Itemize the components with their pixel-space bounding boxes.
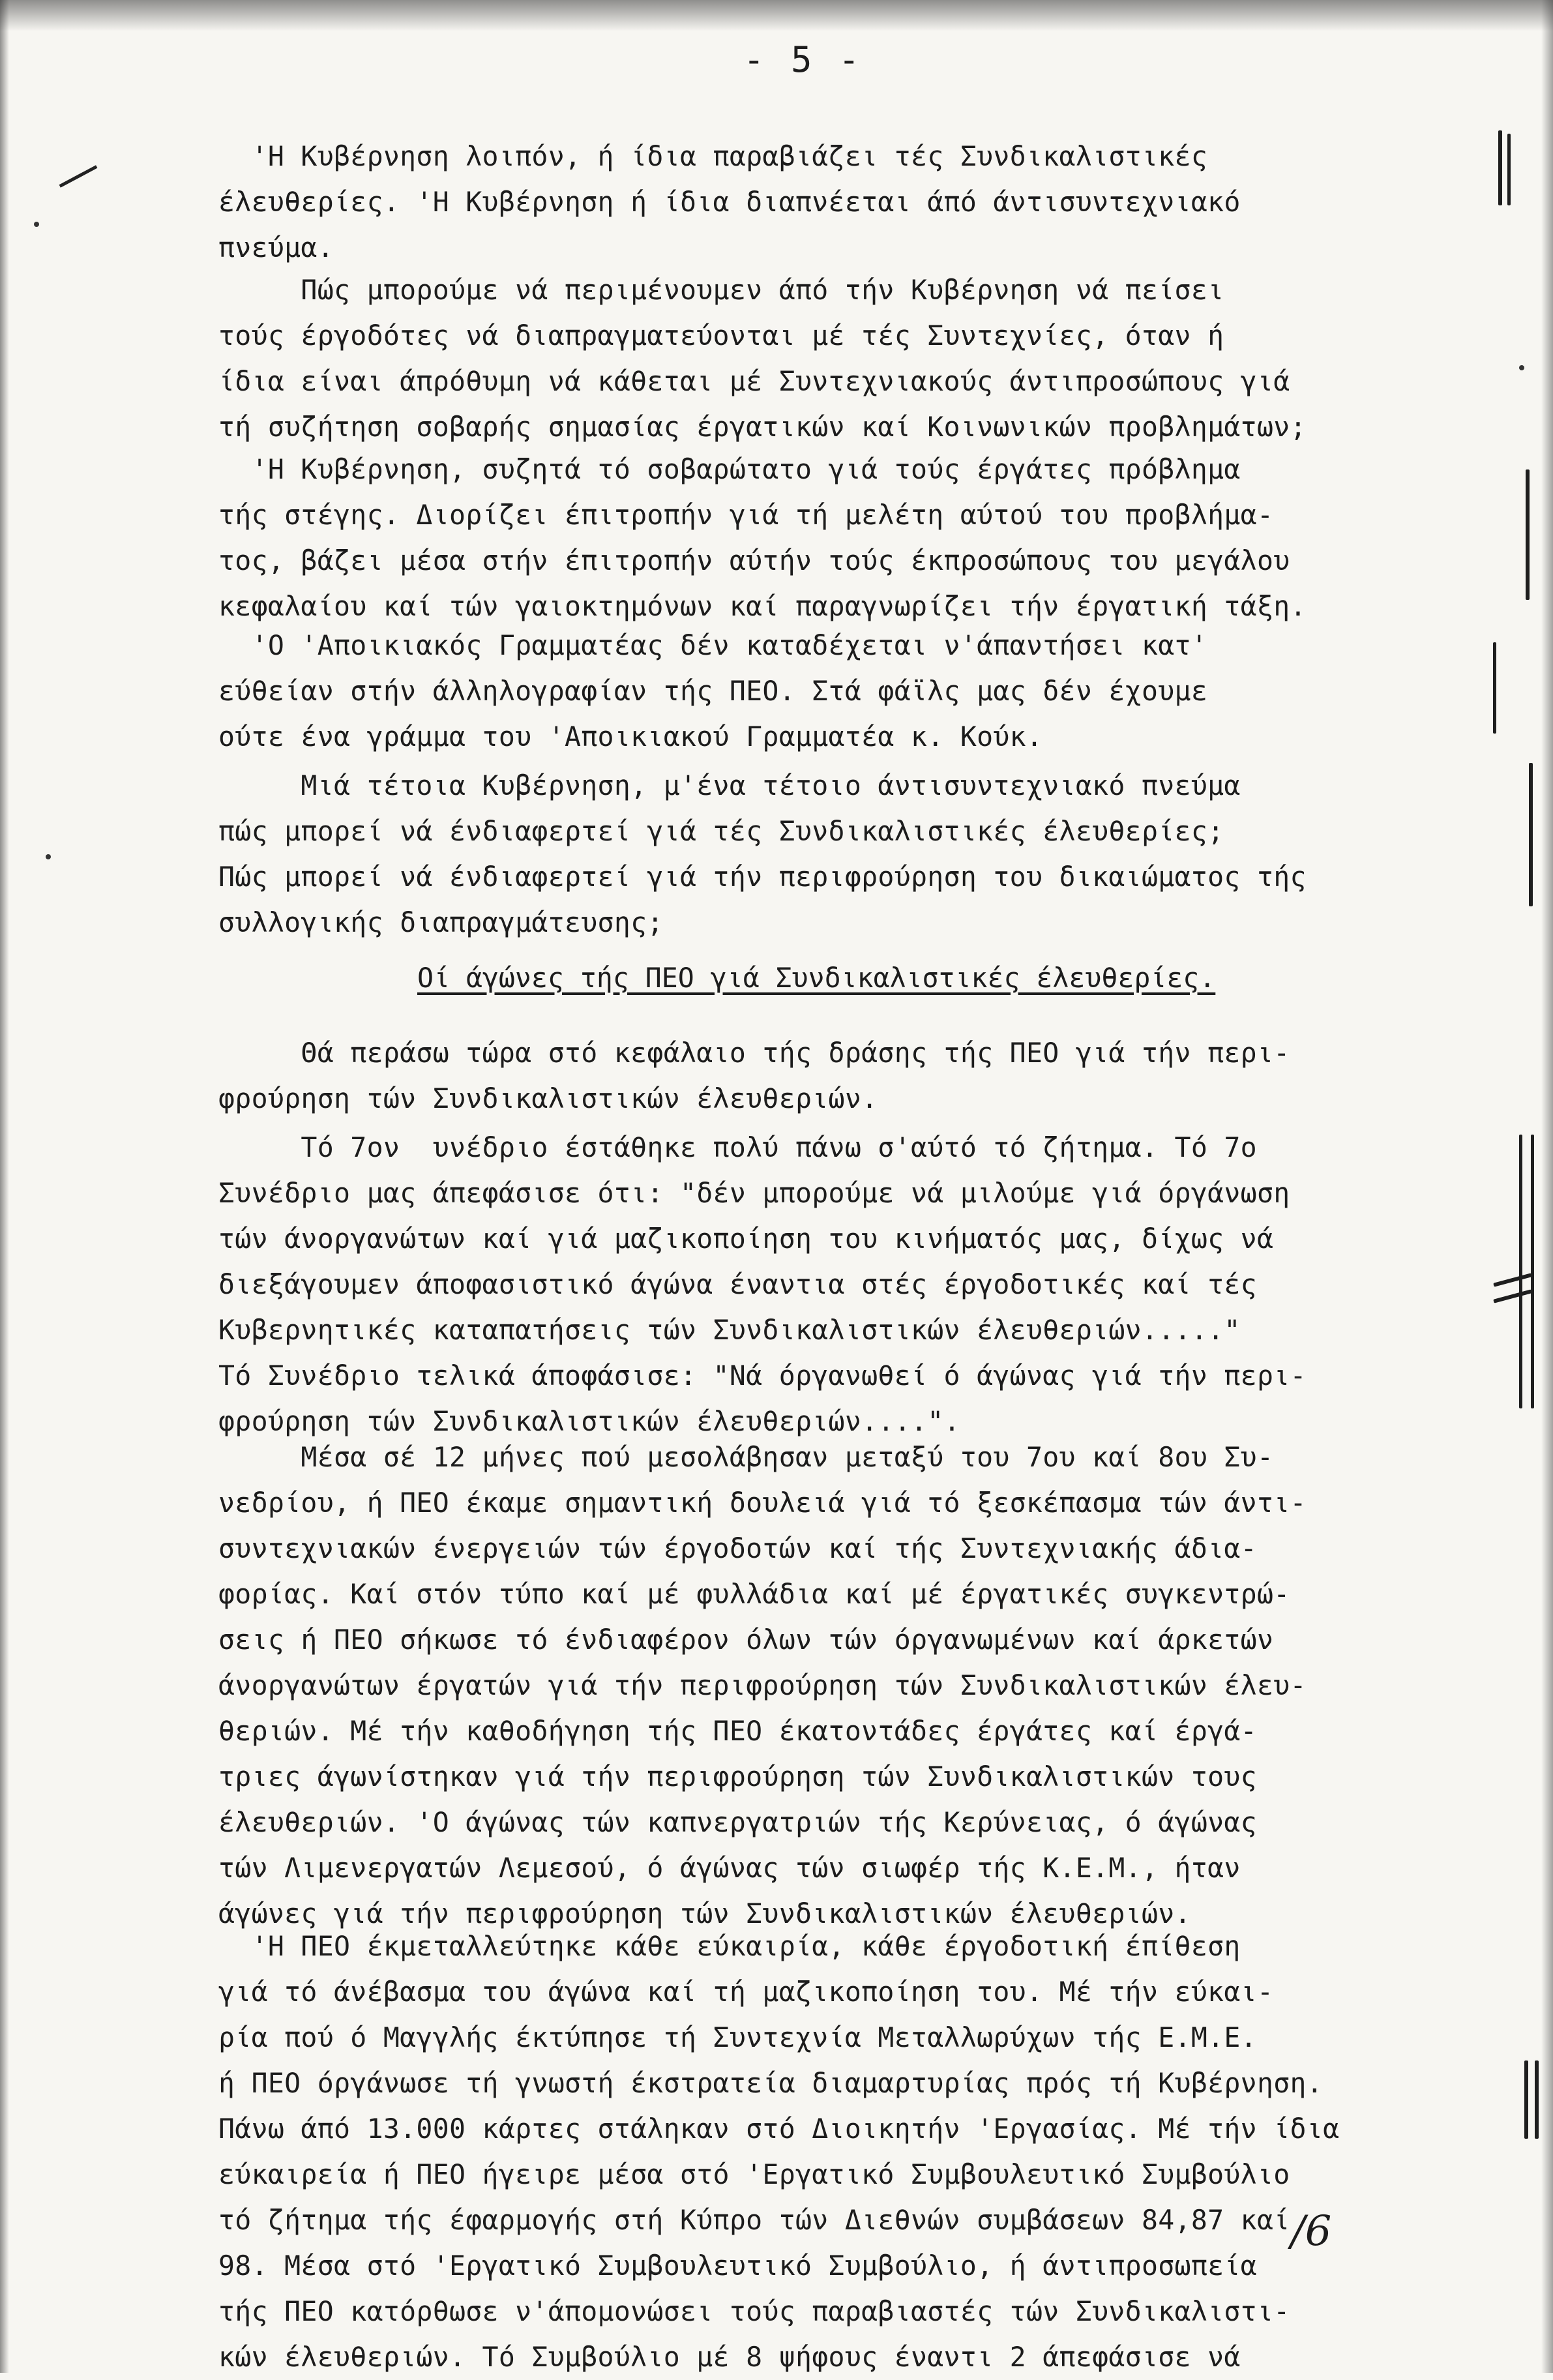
text-line: ρία πού ό Μαγγλής έκτύπησε τή Συντεχνία Μεταλλωρύχων τής Ε.Μ.Ε. xyxy=(218,2021,1257,2053)
text-line: τής στέγης. Διορίζει έπιτροπήν γιά τή μελέτη αύτού του προβλήμα- xyxy=(218,499,1274,531)
paragraph xyxy=(218,1435,1516,1937)
margin-dot xyxy=(1519,365,1524,370)
text-line: άγώνες γιά τήν περιφρούρηση τών Συνδικαλιστικών έλευθεριών. xyxy=(218,1897,1191,1929)
scan-right-edge xyxy=(1541,0,1553,2373)
text-line: ή ΠΕΟ όργάνωσε τή γνωστή έκστρατεία διαμαρτυρίας πρός τή Κυβέρνηση. xyxy=(218,2067,1324,2099)
paragraph xyxy=(218,1125,1516,1444)
text-line: Μιά τέτοια Κυβέρνηση, μ'ένα τέτοιο άντισυντεχνιακό πνεύμα xyxy=(218,769,1241,801)
margin-bar-mark xyxy=(1493,642,1496,734)
text-line: εύκαιρεία ή ΠΕΟ ήγειρε μέσα στό 'Εργατικό Συμβουλευτικό Συμβούλιο xyxy=(218,2158,1290,2190)
text-line: τούς έργοδότες νά διαπραγματεύονται μέ τές Συντεχνίες, όταν ή xyxy=(218,320,1224,351)
text-line: ούτε ένα γράμμα του 'Αποικιακού Γραμματέα κ. Κούκ. xyxy=(218,721,1043,752)
text-line: φρούρηση τών Συνδικαλιστικών έλευθεριών. xyxy=(218,1082,878,1114)
text-line: συλλογικής διαπραγμάτευσης; xyxy=(218,906,664,938)
text-line: σεις ή ΠΕΟ σήκωσε τό ένδιαφέρον όλων τών όργανωμένων καί άρκετών xyxy=(218,1624,1274,1656)
text-line: τος, βάζει μέσα στήν έπιτροπήν αύτήν τούς έκπροσώπους του μεγάλου xyxy=(218,544,1290,576)
margin-bar-mark xyxy=(1535,2060,1539,2139)
text-line: κών έλευθεριών. Τό Συμβούλιο μέ 8 ψήφους έναντι 2 άπεφάσισε νά xyxy=(218,2341,1241,2373)
paragraph xyxy=(218,1924,1516,2380)
text-line: συντεχνιακών ένεργειών τών έργοδοτών καί τής Συντεχνιακής άδια- xyxy=(218,1532,1257,1564)
text-line: Τό 7ον υνέδριο έστάθηκε πολύ πάνω σ'αύτό τό ζήτημα. Τό 7ο xyxy=(218,1131,1257,1163)
paragraph xyxy=(218,134,1516,271)
text-line: πνεύμα. xyxy=(218,231,334,263)
paragraph xyxy=(218,267,1516,450)
text-line: 'Ο 'Αποικιακός Γραμματέας δέν καταδέχεται ν'άπαντήσει κατ' xyxy=(218,629,1208,661)
text-line: Θά περάσω τώρα στό κεφάλαιο τής δράσης τής ΠΕΟ γιά τήν περι- xyxy=(218,1037,1290,1069)
text-line: 'Η Κυβέρνηση λοιπόν, ή ίδια παραβιάζει τές Συνδικαλιστικές xyxy=(218,140,1208,172)
paragraph xyxy=(218,1030,1516,1122)
text-line: άνοργανώτων έργατών γιά τήν περιφρούρηση τών Συνδικαλιστικών έλευ- xyxy=(218,1669,1307,1701)
paragraph xyxy=(218,763,1516,945)
scan-top-edge xyxy=(0,0,1553,31)
margin-bar-mark xyxy=(1526,469,1530,600)
text-line: τών άνοργανώτων καί γιά μαζικοποίηση του κινήματός μας, δίχως νά xyxy=(218,1223,1274,1255)
scan-left-edge xyxy=(0,0,9,2373)
continuation-marker: /6 xyxy=(1291,2207,1332,2255)
text-line: τό ζήτημα τής έφαρμογής στή Κύπρο τών Διεθνών συμβάσεων 84,87 καί xyxy=(218,2204,1290,2236)
margin-bar-mark xyxy=(1531,1135,1534,1408)
margin-dot xyxy=(34,222,39,227)
text-line: τριες άγωνίστηκαν γιά τήν περιφρούρηση τών Συνδικαλιστικών τους xyxy=(218,1761,1257,1792)
text-line: γιά τό άνέβασμα του άγώνα καί τή μαζικοποίηση του. Μέ τήν εύκαι- xyxy=(218,1976,1274,2008)
text-line: φορίας. Καί στόν τύπο καί μέ φυλλάδια καί μέ έργατικές συγκεντρώ- xyxy=(218,1578,1290,1610)
text-line: Μέσα σέ 12 μήνες πού μεσολάβησαν μεταξύ του 7ου καί 8ου Συ- xyxy=(218,1441,1274,1473)
margin-bar-mark xyxy=(1498,130,1502,205)
margin-dash-mark xyxy=(59,165,98,187)
text-line: Τό Συνέδριο τελικά άποφάσισε: "Νά όργανωθεί ό άγώνας γιά τήν περι- xyxy=(218,1360,1307,1391)
paragraph xyxy=(218,623,1516,760)
text-line: 98. Μέσα στό 'Εργατικό Συμβουλευτικό Συμβούλιο, ή άντιπροσωπεία xyxy=(218,2250,1257,2282)
text-line: Πάνω άπό 13.000 κάρτες στάληκαν στό Διοικητήν 'Εργασίας. Μέ τήν ίδια xyxy=(218,2113,1340,2145)
text-line: τή συζήτηση σοβαρής σημασίας έργατικών καί Κοινωνικών προβλημάτων; xyxy=(218,411,1307,443)
paragraph xyxy=(218,447,1516,629)
section-heading: Οί άγώνες τής ΠΕΟ γιά Συνδικαλιστικές έλευθερίες. xyxy=(417,962,1216,994)
text-line: κεφαλαίου καί τών γαιοκτημόνων καί παραγνωρίζει τήν έργατική τάξη. xyxy=(218,590,1307,622)
text-line: Κυβερνητικές καταπατήσεις τών Συνδικαλιστικών έλευθεριών....." xyxy=(218,1314,1241,1346)
text-line: τών Λιμενεργατών Λεμεσού, ό άγώνας τών σιωφέρ τής Κ.Ε.Μ., ήταν xyxy=(218,1852,1241,1884)
margin-bar-mark xyxy=(1529,763,1533,906)
text-line: φρούρηση τών Συνδικαλιστικών έλευθεριών....". xyxy=(218,1405,960,1437)
margin-bar-mark xyxy=(1524,2060,1528,2139)
margin-bar-mark xyxy=(1519,1135,1522,1408)
text-line: θεριών. Μέ τήν καθοδήγηση τής ΠΕΟ έκατοντάδες έργάτες καί έργά- xyxy=(218,1715,1257,1747)
text-line: ίδια είναι άπρόθυμη νά κάθεται μέ Συντεχνιακούς άντιπροσώπους γιά xyxy=(218,365,1290,397)
page-number: - 5 - xyxy=(743,39,863,80)
text-line: 'Η Κυβέρνηση, συζητά τό σοβαρώτατο γιά τούς έργάτες πρόβλημα xyxy=(218,453,1241,485)
margin-dot xyxy=(46,854,51,859)
text-line: διεξάγουμεν άποφασιστικό άγώνα έναντια στές έργοδοτικές καί τές xyxy=(218,1268,1257,1300)
text-line: πώς μπορεί νά ένδιαφερτεί γιά τές Συνδικαλιστικές έλευθερίες; xyxy=(218,815,1224,847)
text-line: τής ΠΕΟ κατόρθωσε ν'άπομονώσει τούς παραβιαστές τών Συνδικαλιστι- xyxy=(218,2295,1290,2327)
text-line: Συνέδριο μας άπεφάσισε ότι: "δέν μπορούμε νά μιλούμε γιά όργάνωση xyxy=(218,1177,1290,1209)
text-line: έλευθεριών. 'Ο άγώνας τών καπνεργατριών τής Κερύνειας, ό άγώνας xyxy=(218,1806,1257,1838)
text-line: έλευθερίες. 'Η Κυβέρνηση ή ίδια διαπνέεται άπό άντισυντεχνιακό xyxy=(218,186,1241,218)
text-line: Πώς μπορεί νά ένδιαφερτεί γιά τήν περιφρούρηση του δικαιώματος τής xyxy=(218,861,1307,893)
text-line: νεδρίου, ή ΠΕΟ έκαμε σημαντική δουλειά γιά τό ξεσκέπασμα τών άντι- xyxy=(218,1487,1307,1519)
text-line: Πώς μπορούμε νά περιμένουμεν άπό τήν Κυβέρνηση νά πείσει xyxy=(218,274,1224,306)
text-line: 'Η ΠΕΟ έκμεταλλεύτηκε κάθε εύκαιρία, κάθε έργοδοτική έπίθεση xyxy=(218,1930,1241,1962)
margin-bar-mark xyxy=(1507,134,1511,205)
text-line: εύθείαν στήν άλληλογραφίαν τής ΠΕΟ. Στά φάϊλς μας δέν έχουμε xyxy=(218,675,1208,707)
